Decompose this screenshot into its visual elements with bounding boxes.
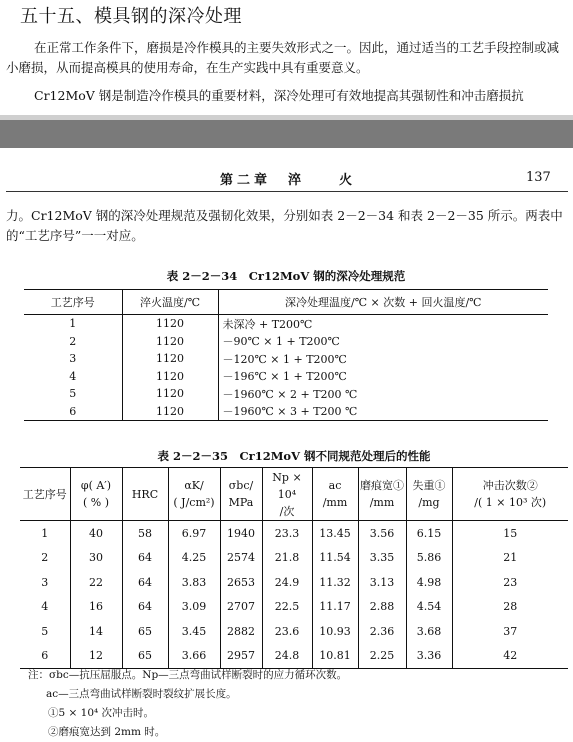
table-row bbox=[24, 315, 548, 333]
table-cell: 15 bbox=[452, 521, 568, 546]
table-cell: 6 bbox=[20, 644, 70, 669]
table-cell: 3 bbox=[41, 575, 49, 589]
header-ac: ac /mm bbox=[312, 468, 358, 521]
table-cell: －1960℃ × 2 + T200 ℃ bbox=[218, 385, 548, 403]
note-line: ac—三点弯曲试样断裂时裂纹扩展长度。 bbox=[46, 688, 237, 700]
table-cell: 2882 bbox=[220, 619, 262, 644]
table-cell: 4 bbox=[41, 600, 49, 614]
table-cell: 3.13 bbox=[358, 570, 406, 595]
table-cell: 2.88 bbox=[358, 595, 406, 620]
table-cell: 13.45 bbox=[312, 521, 358, 546]
table-cell: 40 bbox=[70, 521, 122, 546]
table-cell: －90℃ × 1 + T200℃ bbox=[218, 333, 548, 351]
table-row bbox=[20, 570, 568, 595]
table2-caption: 表 2－2－35 Cr12MoV 钢不同规范处理后的性能 bbox=[157, 449, 431, 463]
table-cell: 64 bbox=[122, 570, 168, 595]
table-cell: 4.98 bbox=[406, 570, 452, 595]
table-cell: 11.54 bbox=[312, 546, 358, 571]
table-cell: 10.81 bbox=[312, 644, 358, 669]
table-cell: 58 bbox=[122, 521, 168, 546]
table-cell: －120℃ × 1 + T200℃ bbox=[218, 350, 548, 368]
header-weight-loss: 失重① /mg bbox=[406, 468, 452, 521]
page-number: 137 bbox=[526, 170, 551, 185]
table-row bbox=[24, 403, 548, 421]
table-cell: 30 bbox=[70, 546, 122, 571]
table-cell: 1 bbox=[69, 317, 77, 331]
table-row bbox=[24, 385, 548, 403]
table-cell: 4.54 bbox=[406, 595, 452, 620]
header-hrc: HRC bbox=[122, 468, 168, 521]
table-cell: 11.32 bbox=[312, 570, 358, 595]
table-cell: 37 bbox=[452, 619, 568, 644]
header-cryo-spec: 深冷处理温度/℃ × 次数 + 回火温度/℃ bbox=[218, 290, 548, 315]
table-row bbox=[24, 368, 548, 386]
header-wear-width: 磨痕宽① /mm bbox=[358, 468, 406, 521]
table-cell: 5 bbox=[41, 624, 49, 638]
table-cell: 42 bbox=[452, 644, 568, 669]
header-rule bbox=[6, 191, 568, 192]
table-cell: －196℃ × 1 + T200℃ bbox=[218, 368, 548, 386]
table-properties bbox=[20, 467, 568, 669]
table-cell: 21 bbox=[452, 546, 568, 571]
paragraph-continuation: 力。Cr12MoV 钢的深冷处理规范及强韧化效果，分别如表 2－2－34 和表 2－2－35 所示。两表中的“工艺序号”一一对应。 bbox=[6, 208, 563, 243]
table-cell: 1120 bbox=[122, 368, 218, 386]
table-cell: 2707 bbox=[220, 595, 262, 620]
table-cell: 24.8 bbox=[262, 644, 312, 669]
table-cell: 10.93 bbox=[312, 619, 358, 644]
table-cell: 24.9 bbox=[262, 570, 312, 595]
table-cell: 3.68 bbox=[406, 619, 452, 644]
table-cell: 4.25 bbox=[168, 546, 220, 571]
chapter-header: 第二章 淬 火 bbox=[220, 173, 357, 188]
table-cell: 1120 bbox=[122, 385, 218, 403]
table-cell: 64 bbox=[122, 546, 168, 571]
header-quench-temp: 淬火温度/℃ bbox=[122, 290, 218, 315]
note-line: 注：σbc—抗压屈服点。Np—三点弯曲试样断裂时的应力循环次数。 bbox=[28, 669, 348, 681]
note-line: ①5 × 10⁴ 次冲击时。 bbox=[48, 707, 155, 719]
table-cell: 6 bbox=[24, 403, 122, 421]
table-cell: 1120 bbox=[122, 315, 218, 333]
table-deep-cryogenic-specs bbox=[24, 289, 548, 421]
table-row bbox=[20, 521, 568, 546]
table-cell: 65 bbox=[122, 644, 168, 669]
table-row bbox=[20, 595, 568, 620]
table-cell: 2957 bbox=[220, 644, 262, 669]
table-cell: 23.3 bbox=[262, 521, 312, 546]
header-np: Np × 10⁴ /次 bbox=[262, 468, 312, 521]
header-phi: φ( A′) ( % ) bbox=[70, 468, 122, 521]
table-cell: 1940 bbox=[220, 521, 262, 546]
header-impact-count: 冲击次数② /( 1 × 10³ 次) bbox=[452, 468, 568, 521]
note-line: ②磨痕宽达到 2mm 时。 bbox=[48, 726, 166, 738]
table-cell: 2574 bbox=[220, 546, 262, 571]
table-cell: 3 bbox=[69, 352, 77, 366]
table-cell: 16 bbox=[70, 595, 122, 620]
table-cell: 23.6 bbox=[262, 619, 312, 644]
table-row bbox=[20, 619, 568, 644]
table-cell: 1 bbox=[41, 526, 49, 540]
table-cell: 3.83 bbox=[168, 570, 220, 595]
header-process-no: 工艺序号 bbox=[24, 290, 122, 315]
table-cell: 6.15 bbox=[406, 521, 452, 546]
header-ak: αK/ ( J/cm²) bbox=[168, 468, 220, 521]
table-cell: 2.36 bbox=[358, 619, 406, 644]
table-row bbox=[20, 546, 568, 571]
table-cell: 3.45 bbox=[168, 619, 220, 644]
table-cell: 2 bbox=[69, 334, 77, 348]
table-cell: 3.56 bbox=[358, 521, 406, 546]
section-title: 五十五、模具钢的深冷处理 bbox=[20, 6, 242, 27]
paragraph-cr12mov: Cr12MoV 钢是制造冷作模具的重要材料，深冷处理可有效地提高其强韧性和冲击磨损抗 bbox=[34, 88, 524, 103]
table-cell: 1120 bbox=[122, 403, 218, 421]
table-cell: 未深冷 + T200℃ bbox=[218, 315, 548, 333]
table-cell: 12 bbox=[70, 644, 122, 669]
table-notes bbox=[28, 666, 347, 742]
table-cell: 22 bbox=[70, 570, 122, 595]
table-row bbox=[20, 644, 568, 669]
table-cell: 64 bbox=[122, 595, 168, 620]
table-cell: 21.8 bbox=[262, 546, 312, 571]
page-break-band-dark bbox=[0, 120, 573, 148]
table-cell: 11.17 bbox=[312, 595, 358, 620]
table-row bbox=[24, 333, 548, 351]
header-process-no: 工艺序号 bbox=[20, 468, 70, 521]
table1-caption: 表 2－2－34 Cr12MoV 钢的深冷处理规范 bbox=[166, 269, 406, 283]
table-cell: 3.66 bbox=[168, 644, 220, 669]
table-cell: 3.35 bbox=[358, 546, 406, 571]
table-cell: 1120 bbox=[122, 333, 218, 351]
table-cell: 5.86 bbox=[406, 546, 452, 571]
table-cell: 22.5 bbox=[262, 595, 312, 620]
table-cell: 6.97 bbox=[168, 521, 220, 546]
table-cell: 2653 bbox=[220, 570, 262, 595]
table-cell: 2.25 bbox=[358, 644, 406, 669]
header-sigma: σbc/ MPa bbox=[220, 468, 262, 521]
table-cell: 4 bbox=[69, 369, 77, 383]
table-cell: 5 bbox=[69, 387, 77, 401]
table-cell: 28 bbox=[452, 595, 568, 620]
table-cell: －1960℃ × 3 + T200 ℃ bbox=[218, 403, 548, 421]
table-cell: 23 bbox=[452, 570, 568, 595]
table-cell: 14 bbox=[70, 619, 122, 644]
paragraph-intro: 在正常工作条件下，磨损是冷作模具的主要失效形式之一。因此，通过适当的工艺手段控制或减小磨损，从而提高模具的使用寿命，在生产实践中具有重要意义。 bbox=[6, 40, 560, 75]
table-cell: 2 bbox=[41, 551, 49, 565]
table-header-row bbox=[24, 290, 548, 315]
table-cell: 3.09 bbox=[168, 595, 220, 620]
table-cell: 65 bbox=[122, 619, 168, 644]
table-cell: 1120 bbox=[122, 350, 218, 368]
table-header-row bbox=[20, 468, 568, 521]
table-row bbox=[24, 350, 548, 368]
table-cell: 3.36 bbox=[406, 644, 452, 669]
